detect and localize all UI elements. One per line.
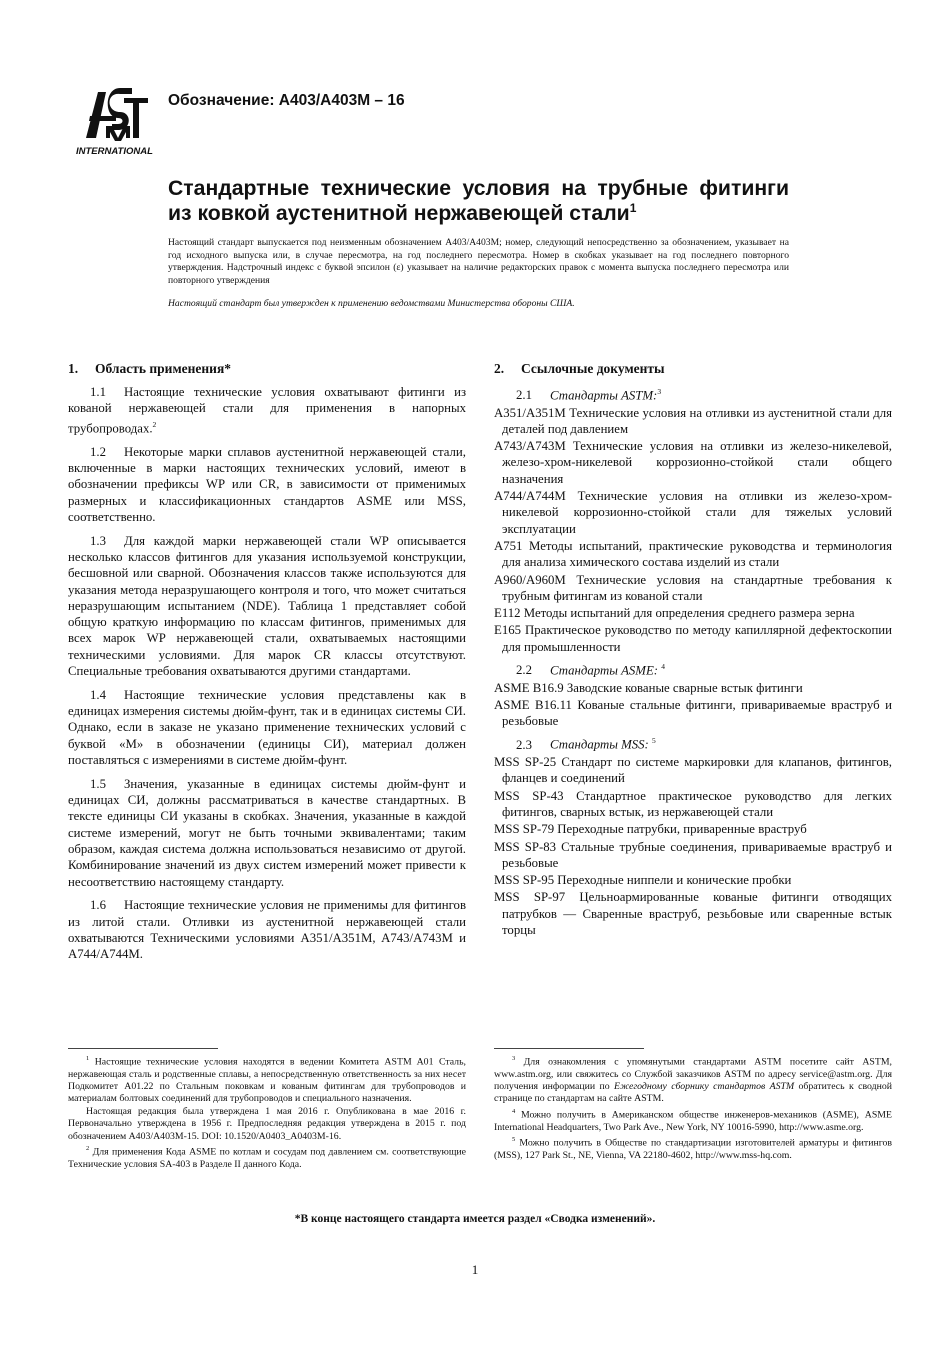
footnote-ref: 5 [652,736,656,746]
footnote-5 [494,1134,892,1162]
section-2-number: 2. [494,361,505,376]
subsection-label: Стандарты MSS: [550,737,649,752]
approval-note: Настоящий стандарт был утвержден к применению ведомствами Министерства обороны США. [168,298,575,309]
paragraph-text: Для каждой марки нержавеющей стали WP описывается несколько классов фитингов для указания используемой конструкции, бесшовной или сварной. Обозначения классов также используются для указания метода неразрушающего контроля и того, что может считаться неразрушающим испытанием (NDE). Таблица 1 представляет собой общую краткую информацию по классам фитингов, применимых для всех марок WP нержавеющей стали, охватываемых настоящими техническими условиями. Для марок CR классы отсутствуют. Специальные требования охватываются другими стандартами. [68,533,466,679]
footnotes-left [68,1048,466,1171]
footnote-4 [494,1106,892,1134]
paragraph-text: Настоящие технические условия охватывают фитинги из кованой нержавеющей стали для применения в напорных трубопроводах. [68,385,466,435]
reference-item: MSS SP-25 Стандарт по системе маркировки для клапанов, фитингов, фланцев и соединений [494,755,892,786]
footnote-1-revision [68,1106,466,1143]
reference-item: E165 Практическое руководство по методу капиллярной дефектоскопии для промышленности [494,623,892,654]
paragraph-number: 1.1 [90,385,106,399]
footnote-marker: 2 [86,1145,90,1153]
paragraph-number: 1.5 [90,776,106,791]
section-2-title: Ссылочные документы [521,361,665,376]
reference-item: ASME B16.9 Заводские кованые сварные встык фитинги [494,680,803,695]
section-1-number: 1. [68,361,79,376]
footnote-marker: 4 [512,1107,516,1115]
subsection-number: 2.2 [516,663,532,678]
footnote-divider [494,1048,644,1049]
footnote-ref: 2 [152,419,157,429]
paragraph-text: Настоящие технические условия не применимы для фитингов из литой стали. Отливки из аустенитной нержавеющей стали охватываются Техническими условиями A351/A351M, A743/A743M и A744/A744M. [68,898,466,962]
footnote-divider [68,1048,218,1049]
footnote-text: обратитесь к сводной странице по стандартам на сайте ASTM. [494,1081,892,1105]
paragraph-1-4 [68,687,466,768]
designation: Обозначение: A403/A403M – 16 [168,92,405,109]
reference-item: MSS SP-79 Переходные патрубки, приваренные враструб [494,822,807,837]
footnote-text: Для применения Кода ASME по котлам и сосудам под давлением см. соответствующие Технические условия SA-403 в Разделе II данного Кода. [68,1146,466,1170]
subsection-2-2 [494,659,892,679]
footnote-text: Можно получить в Американском обществе инженеров-механиков (ASME), ASME International Headquarters, Two Park Ave., New York, NY 10016-5990, http://www.asme.org. [494,1109,892,1133]
footnote-3 [494,1053,892,1106]
footnote-text: Для ознакомления с упомянутыми стандартами ASTM посетите сайт ASTM, www.astm.org, или свяжитесь со Службой заказчиков ASTM по адресу service@astm.org. Для получения информации по [494,1056,892,1093]
footnote-ref: 3 [657,387,662,396]
footnote-1 [68,1053,466,1106]
subsection-label: Стандарты ASTM: [550,388,658,403]
footnote-ref: 4 [661,662,665,672]
section-1-heading [68,360,466,377]
right-column [494,360,892,939]
logo-text: INTERNATIONAL [76,146,153,156]
subsection-number: 2.1 [516,388,532,403]
astm-logo [76,86,156,156]
reference-item: ASME B16.11 Кованые стальные фитинги, привариваемые враструб и резьбовые [494,697,892,729]
paragraph-1-6 [68,897,466,962]
paragraph-text: Настоящие технические условия представлены как в единицах измерения системы дюйм-фунт, так и в единицах системы СИ. Однако, если в заказе не указано применение технических условий с буквой «М» в обозначении (единицы СИ), материал должен поставляться с измерениями в системе дюйм-фунт. [68,687,466,767]
left-column [68,360,466,970]
summary-of-changes-note: *В конце настоящего стандарта имеется раздел «Сводка изменений». [294,1213,656,1225]
reference-item: A743/A743M Технические условия на отливки из железо-никелевой, железо-хром-никелевой коррозионно-стойкой стали общего назначения [494,439,892,486]
section-1-title: Область применения* [95,361,232,376]
footnote-text: Настоящие технические условия находятся в ведении Комитета ASTM A01 Сталь, нержавеющая сталь и родственные сплавы, а непосредственную ответственность за них несет Подкомитет A01.22 по Стальным поковкам и кованым фитингам для трубопроводов и материалам болтовых соединений для трубопроводов и специального назначения. [68,1056,466,1105]
subsection-label: Стандарты ASME: [550,663,659,678]
subsection-2-3 [494,733,892,753]
subsection-2-1 [494,384,892,404]
reference-item: MSS SP-95 Переходные ниппели и конические пробки [494,873,792,888]
reference-item: E112 Методы испытаний для определения среднего размера зерна [494,606,855,621]
page-number: 1 [471,1262,479,1277]
reference-item: MSS SP-83 Стальные трубные соединения, привариваемые враструб и резьбовые [494,839,892,870]
paragraph-1-3 [68,533,466,680]
paragraph-number: 1.2 [90,444,106,459]
footnote-emphasis: Ежегодному сборнику стандартов ASTM [614,1081,795,1093]
footnote-text: Настоящая редакция была утверждена 1 мая 2016 г. Опубликована в мае 2016 г. Первоначально утверждена в 1956 г. Предпоследняя редакция утверждена в 2015 г. под обозначением A403/A403M-15. DOI: 10.1520/A0403_A0403M-16. [68,1105,466,1142]
paragraph-text: Некоторые марки сплавов аустенитной нержавеющей стали, включенные в марки настоящих технических условий, имеют в обозначении префиксы WP или CR, в зависимости от применимых размерных и классификационных стандартов ASME или MSS, соответственно. [68,444,466,524]
paragraph-1-1 [68,384,466,436]
footnotes-right [494,1048,892,1162]
reference-item: A960/A960M Технические условия на стандартные требования к трубным фитингам из кованой стали [494,572,892,603]
footnote-marker: 3 [512,1055,516,1062]
reference-item: A351/A351M Технические условия на отливки из аустенитной стали для деталей под давлением [494,405,892,436]
paragraph-1-2 [68,444,466,525]
reference-item: A751 Методы испытаний, практические руководства и терминология для анализа химического состава изделий из стали [494,538,892,570]
subsection-number: 2.3 [516,737,532,752]
footnote-text: Можно получить в Обществе по стандартизации изготовителей арматуры и фитингов (MSS), 127 Park St., NE, Vienna, VA 22180-4602, http://www.mss-hq.com. [494,1137,892,1161]
title-text: Стандартные технические условия на трубные фитинги из ковкой аустенитной нержавеющей стали [168,177,789,225]
title-footnote-ref: 1 [629,200,637,215]
footnote-2 [68,1143,466,1171]
section-2-heading [494,360,892,377]
footnote-marker: 5 [512,1135,516,1143]
paragraph-number: 1.6 [90,898,106,913]
paragraph-number: 1.4 [90,687,106,702]
document-title [168,176,789,226]
paragraph-text: Значения, указанные в единицах системы дюйм-фунт и единицах СИ, должны рассматриваться в качестве стандартных. В тексте единицы СИ указаны в скобках. Значения, указанные в каждой системе измерений, могут не быть точными эквивалентами; таким образом, каждая система должна использоваться независимо от другой. Комбинирование значений из двух систем измерений может привести к несоответствию настоящему стандарту. [68,776,466,889]
reference-item: A744/A744M Технические условия на отливки из железо-хром-никелевой коррозионно-стойкой стали для тяжелых условий эксплуатации [494,489,892,536]
reference-item: MSS SP-43 Стандартное практическое руководство для легких фитингов, сварных встык, из нержавеющей стали [494,788,892,819]
reference-item: MSS SP-97 Цельноармированные кованые фитинги отводящих патрубков — Сваренные враструб, резьбовые или сваренные встык торцы [494,890,892,937]
paragraph-1-5 [68,776,466,890]
issue-note: Настоящий стандарт выпускается под неизменным обозначением A403/A403M; номер, следующий непосредственно за обозначением, указывает на год исходного выпуска или, в случае пересмотра, на год последнего пересмотра. Номер в скобках указывает на год последнего повторного утверждения. Надстрочный индекс с буквой эпсилон (ε) указывает на наличие редакторских правок с момента выпуска последнего пересмотра или повторного утверждения [168,237,789,286]
paragraph-number: 1.3 [90,533,106,548]
footnote-marker: 1 [86,1055,90,1062]
